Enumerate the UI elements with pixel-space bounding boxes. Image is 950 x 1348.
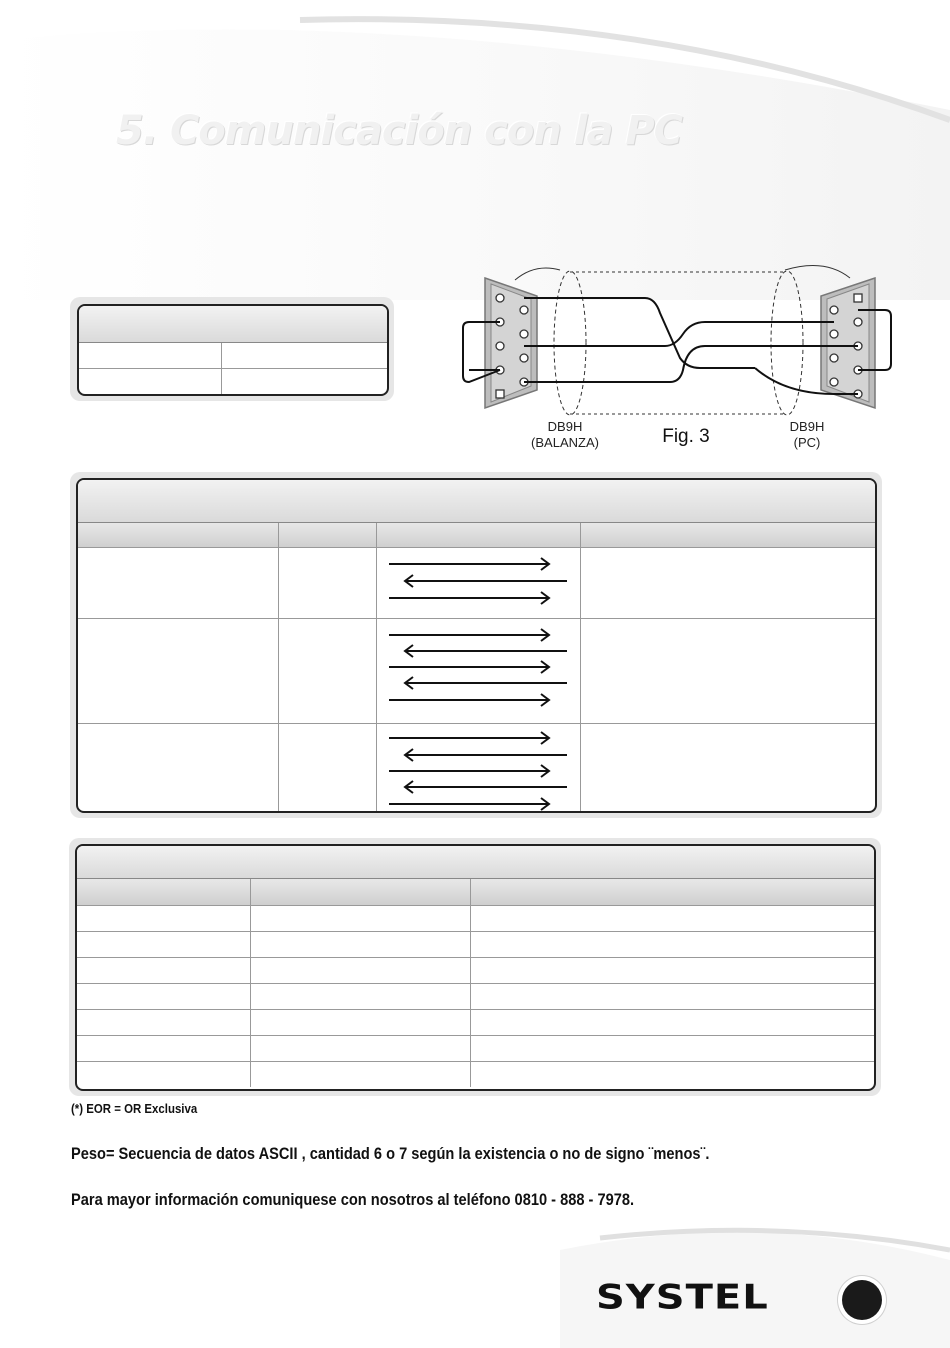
table-row: [79, 343, 387, 369]
cable-jacket: [515, 266, 850, 416]
table-row: [78, 619, 875, 724]
right-connector-name: DB9H: [789, 419, 825, 434]
table-row: [77, 932, 874, 958]
eor-footnote: (*) EOR = OR Exclusiva: [71, 1101, 198, 1116]
table-row: [77, 1036, 874, 1062]
table-row: [79, 369, 387, 395]
protocol-table-header: [78, 480, 875, 523]
peso-description: Peso= Secuencia de datos ASCII , cantidad 6 o 7 según la existencia o no de signo ¨menos¨.: [71, 1144, 710, 1163]
table-row: [77, 958, 874, 984]
figure-label: Fig. 3: [662, 426, 710, 447]
right-db9-connector: [821, 278, 875, 408]
small-table-grid: [79, 343, 387, 394]
table-row: [77, 1010, 874, 1036]
protocol-table-grid: [78, 523, 875, 813]
small-table-header: [79, 306, 387, 343]
arrow-sequence-3: [377, 548, 581, 613]
data-table-column-headers: [77, 879, 874, 906]
db9-cable-diagram: [455, 258, 905, 458]
arrow-sequence-5: [377, 619, 581, 718]
small-table: [77, 304, 389, 396]
arrow-sequence-5: [377, 724, 581, 813]
left-connector-name: DB9H: [547, 419, 583, 434]
table-row: [77, 906, 874, 932]
data-table-grid: [77, 879, 874, 1087]
page-marker-dot: [842, 1280, 882, 1320]
data-table-header: [77, 846, 874, 879]
table-row: [77, 984, 874, 1010]
table-row: [78, 548, 875, 619]
systel-logo: SYSTEL: [596, 1278, 769, 1318]
table-row: [77, 1062, 874, 1088]
right-connector-subtitle: (PC): [793, 435, 821, 450]
protocol-table-column-headers: [78, 523, 875, 548]
table-row: [78, 724, 875, 814]
protocol-table: [76, 478, 877, 813]
contact-information: Para mayor información comuniquese con nosotros al teléfono 0810 - 888 - 7978.: [71, 1190, 635, 1209]
page-title: 5. Comunicación con la PC: [116, 108, 683, 154]
data-table: [75, 844, 876, 1091]
left-connector-subtitle: (BALANZA): [531, 435, 599, 450]
